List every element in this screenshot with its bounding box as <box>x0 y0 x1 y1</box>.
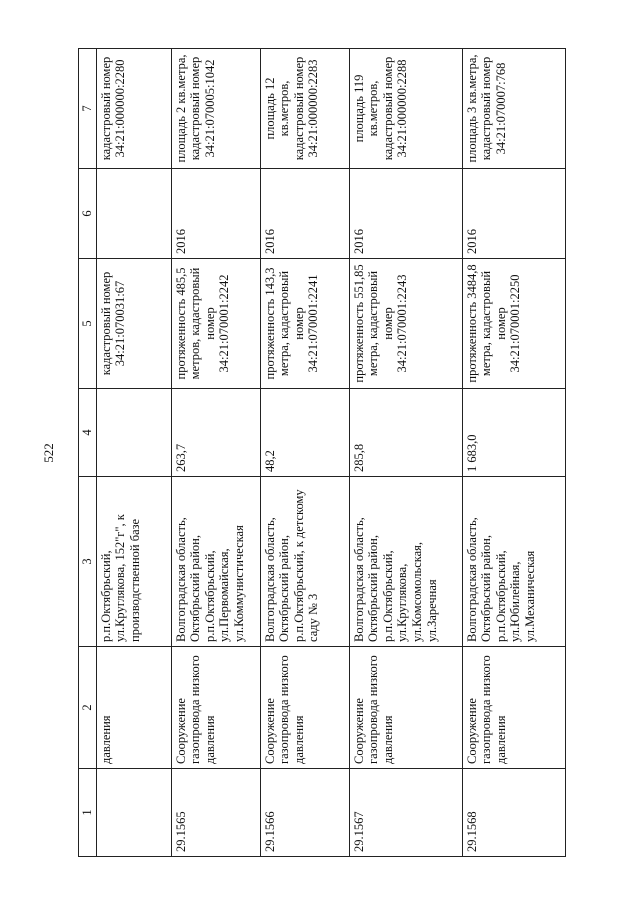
table-row-continuation <box>96 49 171 857</box>
object-value: 263,7 <box>171 389 260 477</box>
column-header: 5 <box>79 259 97 389</box>
object-year: 2016 <box>260 169 349 259</box>
table-row <box>462 49 565 857</box>
object-year: 2016 <box>462 169 565 259</box>
object-address: Волгоградская область, Октябрьский район, р.п.Октябрьский, ул.Первомайская, ул.Коммунистическая <box>171 477 260 647</box>
object-value: 48,2 <box>260 389 349 477</box>
object-name: Сооружение газопровода низкого давления <box>171 647 260 769</box>
land-parameters: кадастровый номер 34:21:000000:2280 <box>96 49 171 169</box>
row-number: 29.1568 <box>462 769 565 857</box>
row-number: 29.1566 <box>260 769 349 857</box>
object-parameters: протяженность 551,85 метра, кадастровый номер 34:21:070001:2243 <box>349 259 462 389</box>
land-parameters: площадь 2 кв.метра, кадастровый номер 34:21:070005:1042 <box>171 49 260 169</box>
object-year: 2016 <box>349 169 462 259</box>
object-parameters: протяженность 3484,8 метра, кадастровый номер 34:21:070001:2250 <box>462 259 565 389</box>
object-name: Сооружение газопровода низкого давления <box>462 647 565 769</box>
page-number: 522 <box>41 443 56 463</box>
property-register-table <box>78 48 566 857</box>
object-value <box>96 389 171 477</box>
object-value: 1 683,0 <box>462 389 565 477</box>
object-parameters: протяженность 485,5 метров, кадастровый номер 34:21:070001:2242 <box>171 259 260 389</box>
column-header: 3 <box>79 477 97 647</box>
column-number-row <box>79 49 97 857</box>
object-value: 285,8 <box>349 389 462 477</box>
land-parameters: площадь 119 кв.метров, кадастровый номер 34:21:000000:2288 <box>349 49 462 169</box>
object-name: Сооружение газопровода низкого давления <box>349 647 462 769</box>
object-name: Сооружение газопровода низкого давления <box>260 647 349 769</box>
column-header: 2 <box>79 647 97 769</box>
object-address: Волгоградская область, Октябрьский район, р.п.Октябрьский, ул.Круглякова, ул.Комсомольская, ул.Заречная <box>349 477 462 647</box>
land-parameters: площадь 12 кв.метров, кадастровый номер 34:21:000000:2283 <box>260 49 349 169</box>
object-name: давления <box>96 647 171 769</box>
row-number: 29.1567 <box>349 769 462 857</box>
table-row <box>349 49 462 857</box>
object-parameters: кадастровый номер 34:21:070031:67 <box>96 259 171 389</box>
column-header: 7 <box>79 49 97 169</box>
row-number <box>96 769 171 857</box>
table-row <box>260 49 349 857</box>
register-table-wrapper <box>78 49 634 857</box>
column-header: 1 <box>79 769 97 857</box>
row-number: 29.1565 <box>171 769 260 857</box>
object-address: Волгоградская область, Октябрьский район, р.п.Октябрьский, ул.Юбилейная, ул.Механическая <box>462 477 565 647</box>
object-year: 2016 <box>171 169 260 259</box>
table-row <box>171 49 260 857</box>
object-year <box>96 169 171 259</box>
column-header: 4 <box>79 389 97 477</box>
column-header: 6 <box>79 169 97 259</box>
object-address: Волгоградская область, Октябрьский район, р.п.Октябрьский, к детскому саду № 3 <box>260 477 349 647</box>
object-address: р.п.Октябрьский, ул.Круглякова, 152"г", к производственной базе <box>96 477 171 647</box>
land-parameters: площадь 3 кв.метра, кадастровый номер 34:21:070007:768 <box>462 49 565 169</box>
object-parameters: протяженность 143,3 метра, кадастровый номер 34:21:070001:2241 <box>260 259 349 389</box>
